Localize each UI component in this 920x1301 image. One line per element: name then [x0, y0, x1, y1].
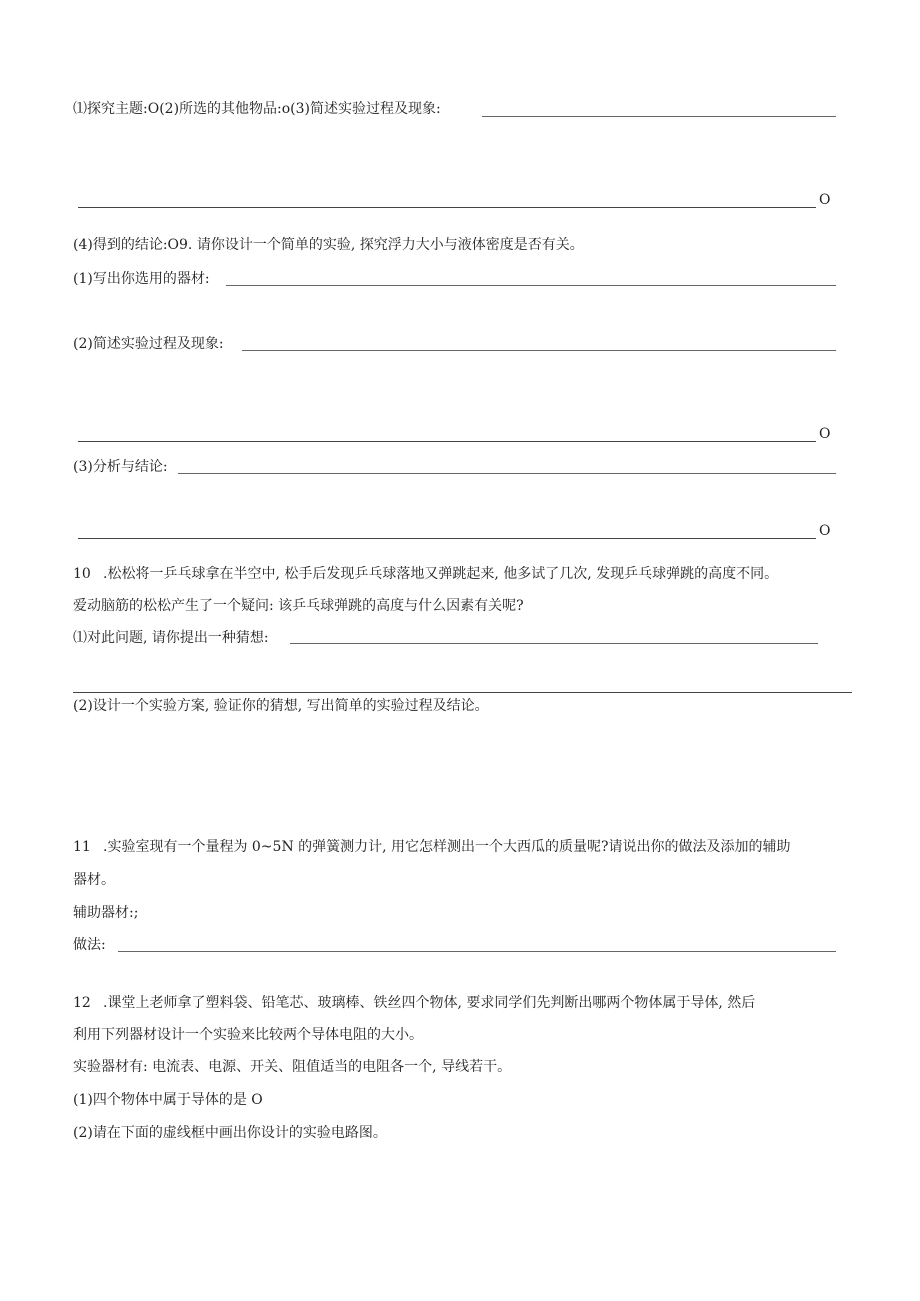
q12-line-3: 实验器材有: 电流表、电源、开关、阻值适当的电阻各一个, 导线若干。 — [73, 1059, 512, 1075]
q11-answer-line[interactable] — [118, 951, 836, 952]
q12-part-1: (1)四个物体中属于导体的是 O — [73, 1092, 263, 1108]
q8-answer-line-1[interactable] — [482, 116, 836, 117]
q10-number: 10 — [73, 566, 91, 582]
q8-answer-line-2[interactable] — [78, 207, 816, 208]
q9-answer-line-1[interactable] — [226, 285, 836, 286]
q10-line-2: 爱动脑筋的松松产生了一个疑问: 该乒乓球弹跳的高度与什么因素有关呢? — [73, 598, 524, 614]
q12-line-1: .课堂上老师拿了塑料袋、铅笔芯、玻璃棒、铁丝四个物体, 要求同学们先判断出哪两个物体属于导体, 然后 — [103, 995, 756, 1011]
q9-end-mark-2: O — [819, 426, 831, 442]
q12-number: 12 — [73, 995, 91, 1011]
q10-part-1: ⑴对此问题, 请你提出一种猜想: — [73, 630, 269, 646]
q8-line-2: (4)得到的结论:O9. 请你设计一个简单的实验, 探究浮力大小与液体密度是否有关。 — [73, 237, 584, 253]
q11-line-1: .实验室现有一个量程为 0~5N 的弹簧测力计, 用它怎样测出一个大西瓜的质量呢?请说出你的做法及添加的辅助 — [103, 839, 791, 855]
q8-end-mark: O — [819, 192, 831, 208]
q10-answer-line-2[interactable] — [73, 692, 852, 693]
q9-answer-line-3[interactable] — [78, 441, 816, 442]
q10-part-2: (2)设计一个实验方案, 验证你的猜想, 写出简单的实验过程及结论。 — [73, 698, 489, 714]
q11-number: 11 — [73, 839, 91, 855]
q11-aux-materials: 辅助器材:; — [73, 905, 139, 921]
q12-line-2: 利用下列器材设计一个实验来比较两个导体电阻的大小。 — [73, 1027, 423, 1043]
q11-line-2: 器材。 — [73, 872, 115, 888]
q10-answer-line-1[interactable] — [290, 643, 818, 644]
q8-line-1: ⑴探究主题:O(2)所选的其他物品:o(3)简述实验过程及现象: — [73, 101, 441, 117]
q11-method: 做法: — [73, 937, 106, 953]
q9-part-3: (3)分析与结论: — [73, 459, 168, 475]
q12-part-2: (2)请在下面的虚线框中画出你设计的实验电路图。 — [73, 1125, 387, 1141]
q9-answer-line-4[interactable] — [178, 473, 836, 474]
q9-part-1: (1)写出你选用的器材: — [73, 271, 210, 287]
q10-line-1: .松松将一乒乓球拿在半空中, 松手后发现乒乓球落地又弹跳起来, 他多试了几次, 发现乒乓球弹跳的高度不同。 — [103, 566, 779, 582]
q9-answer-line-5[interactable] — [78, 538, 816, 539]
q9-end-mark-3: O — [819, 523, 831, 539]
q9-answer-line-2[interactable] — [242, 350, 836, 351]
q9-part-2: (2)简述实验过程及现象: — [73, 336, 224, 352]
